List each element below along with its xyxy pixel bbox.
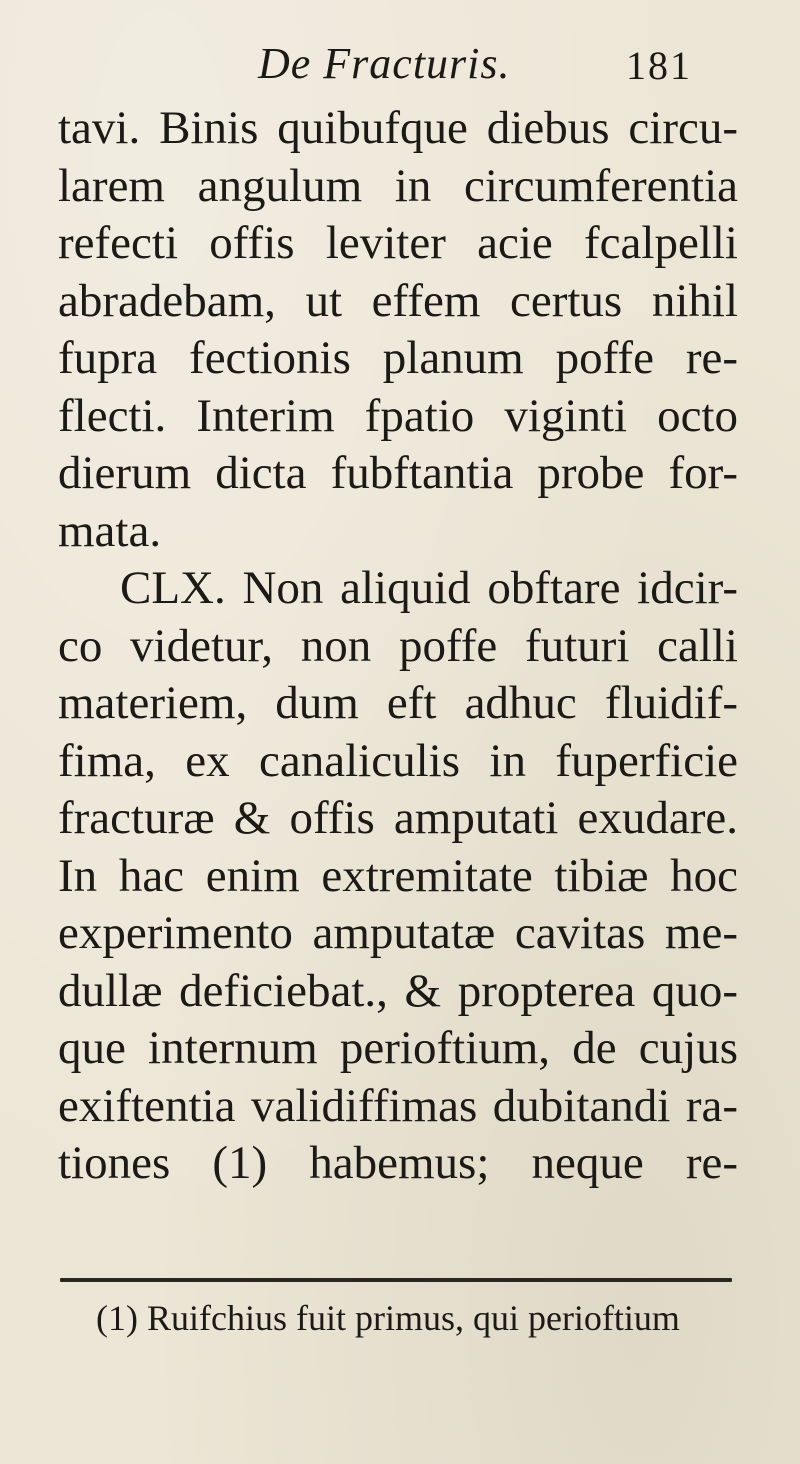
text-line: exiftentia validiffimas dubitandi ra- — [58, 1079, 738, 1132]
page-header — [0, 38, 800, 88]
text-line: co videtur, non poffe futuri calli — [58, 619, 738, 672]
section-heading-line: CLX. Non aliquid obftare idcir- — [120, 562, 738, 614]
text-line: fupra fectionis planum poffe re- — [58, 332, 738, 384]
text-line: flecti. Interim fpatio viginti octo — [58, 389, 738, 442]
text-line: fracturæ & offis amputati exudare. — [58, 792, 738, 844]
text-line: refecti offis leviter acie fcalpelli — [58, 217, 738, 269]
text-line: abradebam, ut effem certus nihil — [58, 274, 738, 327]
footnote: (1) Ruifchius fuit primus, qui perioftium — [96, 1298, 680, 1338]
text-line: fima, ex canaliculis in fuperficie — [58, 734, 738, 787]
text-line: mata. — [58, 504, 162, 557]
footnote-rule — [60, 1278, 732, 1282]
running-head: De Fracturis. — [258, 39, 511, 88]
text-line: In hac enim extremitate tibiæ hoc — [58, 849, 738, 902]
text-line: tavi. Binis quibufque diebus circu- — [58, 102, 738, 154]
text-line: dierum dicta fubftantia probe for- — [58, 447, 738, 499]
text-line: experimento amputatæ cavitas me- — [58, 907, 738, 959]
page-number: 181 — [626, 43, 692, 88]
text-line: materiem, dum eft adhuc fluidif- — [58, 677, 738, 729]
body-text — [58, 100, 738, 1193]
text-line: dullæ deficiebat., & propterea quo- — [58, 964, 738, 1017]
text-line: tiones (1) habemus; neque re- — [58, 1137, 738, 1189]
text-line: larem angulum in circumferentia — [58, 159, 738, 212]
text-line: que internum perioftium, de cujus — [58, 1022, 738, 1074]
